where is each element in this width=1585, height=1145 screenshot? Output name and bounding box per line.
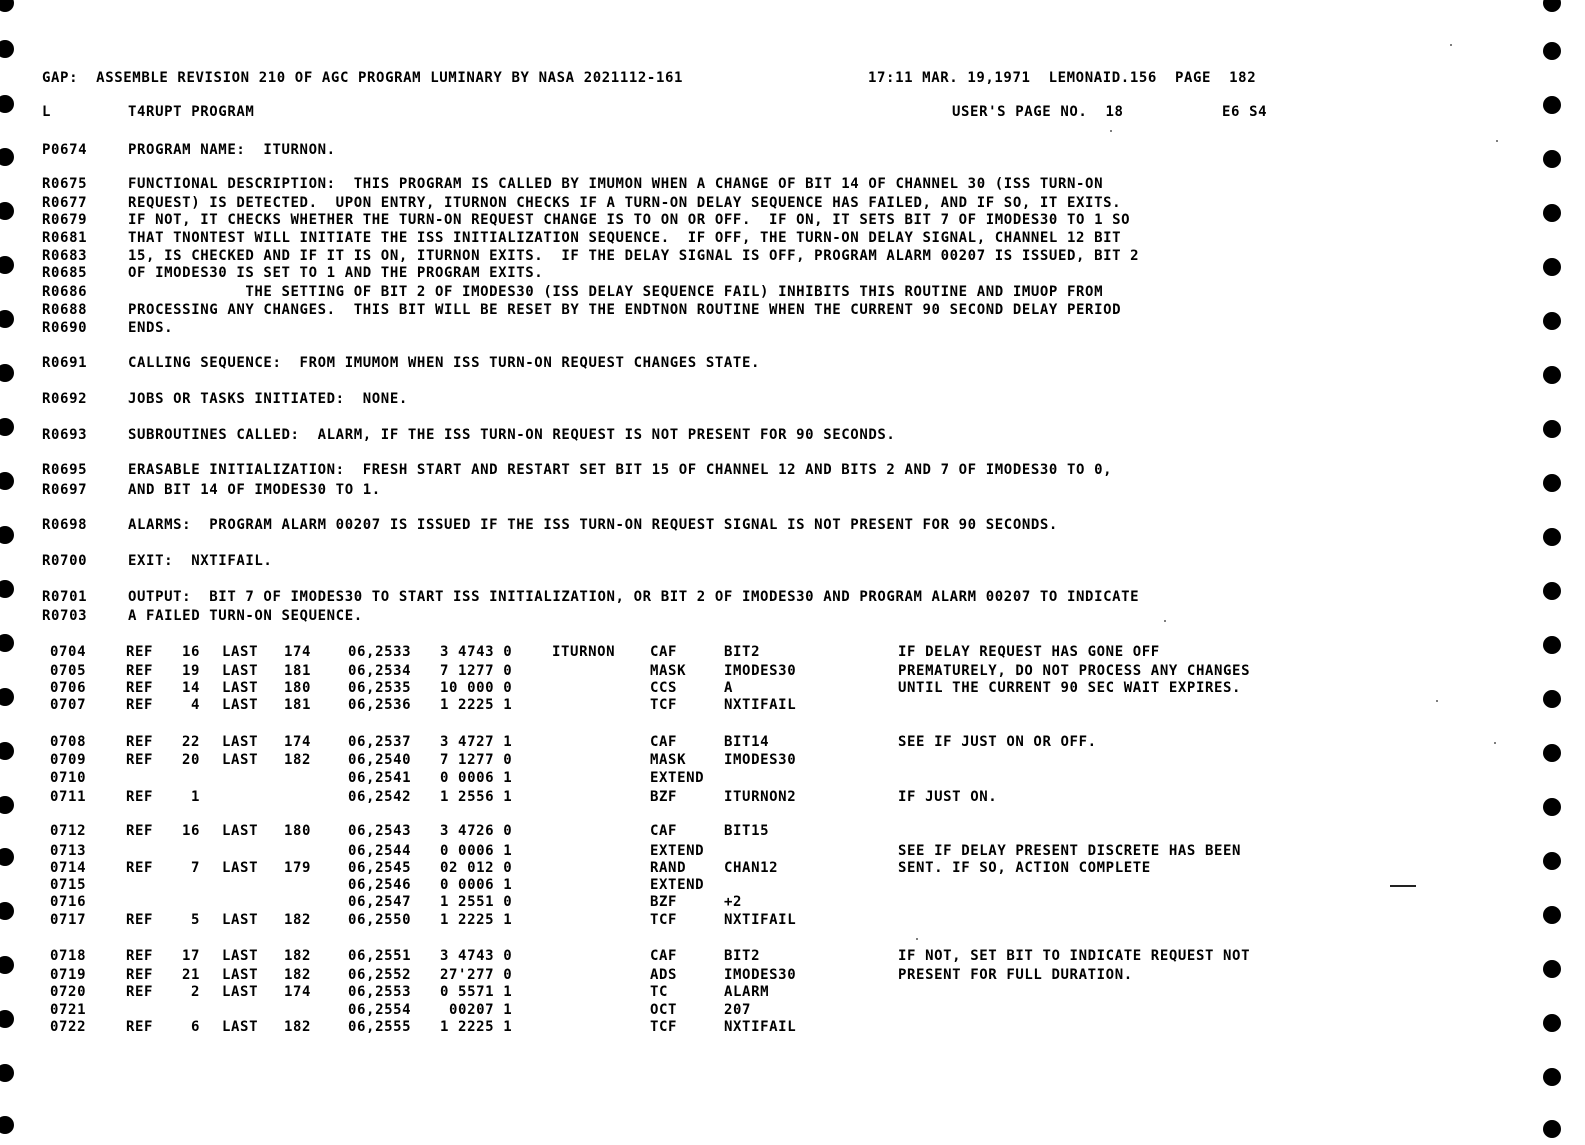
- feed-hole: [1543, 150, 1561, 168]
- feed-hole: [0, 310, 14, 328]
- feed-hole: [1543, 582, 1561, 600]
- octal-word: 1 2225 1: [440, 1019, 513, 1035]
- remark-tag: R0675: [42, 176, 88, 192]
- feed-hole: [0, 202, 14, 220]
- ref-count: 22: [181, 734, 200, 750]
- last-keyword: LAST: [222, 912, 259, 928]
- feed-hole: [0, 1064, 14, 1082]
- ref-count: 16: [181, 823, 200, 839]
- line-number: 0710: [50, 770, 87, 786]
- remark-text: PROGRAM NAME: ITURNON.: [128, 142, 336, 158]
- octal-word: 1 2225 1: [440, 912, 513, 928]
- opcode: CCS: [650, 680, 678, 696]
- octal-word: 1 2225 1: [440, 697, 513, 713]
- last-page: 181: [284, 663, 312, 679]
- ref-keyword: REF: [126, 644, 154, 660]
- last-keyword: LAST: [222, 752, 259, 768]
- opcode: CAF: [650, 823, 678, 839]
- feed-hole: [1543, 42, 1561, 60]
- feed-hole: [0, 40, 14, 58]
- opcode: EXTEND: [650, 770, 705, 786]
- feed-hole: [1543, 906, 1561, 924]
- header-user-page: USER'S PAGE NO. 18: [952, 104, 1124, 120]
- line-number: 0706: [50, 680, 87, 696]
- last-page: 174: [284, 734, 312, 750]
- last-page: 182: [284, 967, 312, 983]
- octal-word: 02 012 0: [440, 860, 513, 876]
- line-number: 0714: [50, 860, 87, 876]
- opcode: CAF: [650, 948, 678, 964]
- line-number: 0707: [50, 697, 87, 713]
- memory-address: 06,2550: [348, 912, 412, 928]
- feed-hole: [1543, 366, 1561, 384]
- octal-word: 3 4726 0: [440, 823, 513, 839]
- feed-hole: [1543, 420, 1561, 438]
- octal-word: 0 0006 1: [440, 877, 513, 893]
- print-speck: [1164, 620, 1166, 622]
- header-flag: L: [42, 104, 52, 120]
- feed-hole: [1543, 690, 1561, 708]
- last-keyword: LAST: [222, 697, 259, 713]
- line-number: 0721: [50, 1002, 87, 1018]
- feed-hole: [1543, 744, 1561, 762]
- memory-address: 06,2555: [348, 1019, 412, 1035]
- opcode: TCF: [650, 912, 678, 928]
- header-sheet: E6 S4: [1222, 104, 1268, 120]
- remark-text: THAT TNONTEST WILL INITIATE THE ISS INITIALIZATION SEQUENCE. IF OFF, THE TURN-ON DELAY SIGNAL, CHANNEL 12 BIT: [128, 230, 1122, 246]
- last-page: 174: [284, 984, 312, 1000]
- feed-hole: [1543, 960, 1561, 978]
- ref-count: 6: [190, 1019, 200, 1035]
- last-keyword: LAST: [222, 984, 259, 1000]
- remark-text: SUBROUTINES CALLED: ALARM, IF THE ISS TURN-ON REQUEST IS NOT PRESENT FOR 90 SECONDS.: [128, 427, 896, 443]
- line-number: 0719: [50, 967, 87, 983]
- operand: BIT2: [724, 948, 761, 964]
- octal-word: 0 5571 1: [440, 984, 513, 1000]
- last-keyword: LAST: [222, 860, 259, 876]
- code-comment: IF JUST ON.: [898, 789, 998, 805]
- feed-hole: [0, 0, 14, 12]
- memory-address: 06,2554: [348, 1002, 412, 1018]
- memory-address: 06,2546: [348, 877, 412, 893]
- opcode: BZF: [650, 894, 678, 910]
- last-page: 182: [284, 948, 312, 964]
- remark-tag: R0690: [42, 320, 88, 336]
- code-comment: SEE IF DELAY PRESENT DISCRETE HAS BEEN: [898, 843, 1242, 859]
- print-speck: [1494, 742, 1496, 744]
- last-keyword: LAST: [222, 663, 259, 679]
- ref-keyword: REF: [126, 1019, 154, 1035]
- feed-hole: [0, 472, 14, 490]
- opcode: MASK: [650, 752, 687, 768]
- remark-text: ERASABLE INITIALIZATION: FRESH START AND RESTART SET BIT 15 OF CHANNEL 12 AND BITS 2 AND 7 OF IMODES30 TO 0,: [128, 462, 1113, 478]
- feed-hole: [1543, 474, 1561, 492]
- feed-hole: [0, 848, 14, 866]
- last-keyword: LAST: [222, 644, 259, 660]
- feed-hole: [1543, 528, 1561, 546]
- ref-count: 21: [181, 967, 200, 983]
- remark-text: THE SETTING OF BIT 2 OF IMODES30 (ISS DELAY SEQUENCE FAIL) INHIBITS THIS ROUTINE AND IMUOP FROM: [128, 284, 1104, 300]
- memory-address: 06,2544: [348, 843, 412, 859]
- feed-hole: [1543, 96, 1561, 114]
- operand: 207: [724, 1002, 752, 1018]
- code-comment: PRESENT FOR FULL DURATION.: [898, 967, 1133, 983]
- remark-tag: R0693: [42, 427, 88, 443]
- header-timestamp-page: 17:11 MAR. 19,1971 LEMONAID.156 PAGE 182: [868, 70, 1257, 86]
- octal-word: 1 2551 0: [440, 894, 513, 910]
- feed-hole: [0, 742, 14, 760]
- remark-tag: R0698: [42, 517, 88, 533]
- remark-tag: R0683: [42, 248, 88, 264]
- remark-text: OF IMODES30 IS SET TO 1 AND THE PROGRAM EXITS.: [128, 265, 544, 281]
- feed-hole: [0, 418, 14, 436]
- last-page: 182: [284, 912, 312, 928]
- line-number: 0718: [50, 948, 87, 964]
- remark-text: PROCESSING ANY CHANGES. THIS BIT WILL BE RESET BY THE ENDTNON ROUTINE WHEN THE CURRENT 90 SECOND DELAY PERIOD: [128, 302, 1122, 318]
- ref-keyword: REF: [126, 948, 154, 964]
- feed-hole: [0, 902, 14, 920]
- last-page: 180: [284, 823, 312, 839]
- remark-tag: R0701: [42, 589, 88, 605]
- line-number: 0720: [50, 984, 87, 1000]
- remark-tag: R0681: [42, 230, 88, 246]
- last-keyword: LAST: [222, 734, 259, 750]
- remark-tag: R0697: [42, 482, 88, 498]
- print-speck: [1436, 700, 1438, 702]
- line-number: 0704: [50, 644, 87, 660]
- line-number: 0708: [50, 734, 87, 750]
- ref-keyword: REF: [126, 984, 154, 1000]
- feed-hole: [0, 95, 14, 113]
- last-keyword: LAST: [222, 948, 259, 964]
- opcode: CAF: [650, 644, 678, 660]
- opcode: CAF: [650, 734, 678, 750]
- opcode: TCF: [650, 697, 678, 713]
- remark-tag: R0692: [42, 391, 88, 407]
- line-number: 0716: [50, 894, 87, 910]
- remark-tag: R0700: [42, 553, 88, 569]
- line-number: 0715: [50, 877, 87, 893]
- last-keyword: LAST: [222, 1019, 259, 1035]
- opcode: OCT: [650, 1002, 678, 1018]
- feed-hole: [0, 796, 14, 814]
- feed-hole: [0, 956, 14, 974]
- operand: NXTIFAIL: [724, 1019, 797, 1035]
- last-page: 182: [284, 752, 312, 768]
- octal-word: 7 1277 0: [440, 663, 513, 679]
- operand: IMODES30: [724, 967, 797, 983]
- ref-count: 2: [190, 984, 200, 1000]
- memory-address: 06,2534: [348, 663, 412, 679]
- feed-hole: [0, 364, 14, 382]
- last-page: 179: [284, 860, 312, 876]
- remark-tag: R0679: [42, 212, 88, 228]
- feed-hole: [1543, 636, 1561, 654]
- ref-keyword: REF: [126, 912, 154, 928]
- last-page: 181: [284, 697, 312, 713]
- memory-address: 06,2540: [348, 752, 412, 768]
- feed-hole: [1543, 1068, 1561, 1086]
- code-comment: PREMATURELY, DO NOT PROCESS ANY CHANGES: [898, 663, 1251, 679]
- last-page: 182: [284, 1019, 312, 1035]
- feed-hole: [1543, 1014, 1561, 1032]
- ref-count: 16: [181, 644, 200, 660]
- feed-hole: [0, 1116, 14, 1134]
- ref-count: 17: [181, 948, 200, 964]
- operand: BIT15: [724, 823, 770, 839]
- ref-keyword: REF: [126, 823, 154, 839]
- remark-text: ENDS.: [128, 320, 174, 336]
- octal-word: 0 0006 1: [440, 843, 513, 859]
- ref-count: 19: [181, 663, 200, 679]
- remark-tag: R0677: [42, 195, 88, 211]
- ref-count: 7: [190, 860, 200, 876]
- operand: +2: [724, 894, 743, 910]
- remark-text: IF NOT, IT CHECKS WHETHER THE TURN-ON REQUEST CHANGE IS TO ON OR OFF. IF ON, IT SETS BIT 7 OF IMODES30 TO 1 SO: [128, 212, 1131, 228]
- last-page: 174: [284, 644, 312, 660]
- feed-hole: [0, 1010, 14, 1028]
- feed-hole: [1543, 258, 1561, 276]
- ref-keyword: REF: [126, 860, 154, 876]
- opcode: MASK: [650, 663, 687, 679]
- opcode: TCF: [650, 1019, 678, 1035]
- opcode: EXTEND: [650, 877, 705, 893]
- last-keyword: LAST: [222, 680, 259, 696]
- operand: ALARM: [724, 984, 770, 1000]
- memory-address: 06,2535: [348, 680, 412, 696]
- memory-address: 06,2547: [348, 894, 412, 910]
- ref-count: 14: [181, 680, 200, 696]
- memory-address: 06,2545: [348, 860, 412, 876]
- ref-count: 4: [190, 697, 200, 713]
- line-number: 0713: [50, 843, 87, 859]
- ref-count: 1: [190, 789, 200, 805]
- feed-hole: [1543, 0, 1561, 12]
- feed-hole: [1543, 312, 1561, 330]
- remark-text: AND BIT 14 OF IMODES30 TO 1.: [128, 482, 381, 498]
- code-comment: IF DELAY REQUEST HAS GONE OFF: [898, 644, 1160, 660]
- remark-tag: R0695: [42, 462, 88, 478]
- header-assembly-info: GAP: ASSEMBLE REVISION 210 OF AGC PROGRAM LUMINARY BY NASA 2021112-161: [42, 70, 684, 86]
- feed-hole: [0, 688, 14, 706]
- last-keyword: LAST: [222, 967, 259, 983]
- octal-word: 0 0006 1: [440, 770, 513, 786]
- remark-text: JOBS OR TASKS INITIATED: NONE.: [128, 391, 408, 407]
- octal-word: 10 000 0: [440, 680, 513, 696]
- memory-address: 06,2537: [348, 734, 412, 750]
- ref-keyword: REF: [126, 734, 154, 750]
- ref-keyword: REF: [126, 680, 154, 696]
- last-page: 180: [284, 680, 312, 696]
- remark-text: A FAILED TURN-ON SEQUENCE.: [128, 608, 363, 624]
- feed-hole: [0, 634, 14, 652]
- print-speck: [1496, 140, 1498, 142]
- remark-tag: R0691: [42, 355, 88, 371]
- octal-word: 00207 1: [440, 1002, 513, 1018]
- line-number: 0712: [50, 823, 87, 839]
- octal-word: 3 4727 1: [440, 734, 513, 750]
- print-mark: [1390, 885, 1416, 887]
- operand: NXTIFAIL: [724, 912, 797, 928]
- operand: NXTIFAIL: [724, 697, 797, 713]
- octal-word: 27'277 0: [440, 967, 513, 983]
- line-number: 0722: [50, 1019, 87, 1035]
- memory-address: 06,2533: [348, 644, 412, 660]
- remark-tag: P0674: [42, 142, 88, 158]
- code-comment: SENT. IF SO, ACTION COMPLETE: [898, 860, 1151, 876]
- remark-text: 15, IS CHECKED AND IF IT IS ON, ITURNON EXITS. IF THE DELAY SIGNAL IS OFF, PROGRAM ALARM 00207 IS ISSUED, BIT 2: [128, 248, 1140, 264]
- ref-count: 5: [190, 912, 200, 928]
- memory-address: 06,2536: [348, 697, 412, 713]
- print-speck: [916, 938, 918, 940]
- feed-hole: [0, 580, 14, 598]
- operand: IMODES30: [724, 663, 797, 679]
- memory-address: 06,2542: [348, 789, 412, 805]
- feed-hole: [0, 148, 14, 166]
- code-comment: IF NOT, SET BIT TO INDICATE REQUEST NOT: [898, 948, 1251, 964]
- code-comment: SEE IF JUST ON OR OFF.: [898, 734, 1097, 750]
- octal-word: 1 2556 1: [440, 789, 513, 805]
- operand: BIT14: [724, 734, 770, 750]
- operand: A: [724, 680, 734, 696]
- remark-tag: R0686: [42, 284, 88, 300]
- line-number: 0705: [50, 663, 87, 679]
- memory-address: 06,2543: [348, 823, 412, 839]
- feed-hole: [0, 526, 14, 544]
- opcode: RAND: [650, 860, 687, 876]
- opcode: EXTEND: [650, 843, 705, 859]
- remark-tag: R0703: [42, 608, 88, 624]
- code-comment: UNTIL THE CURRENT 90 SEC WAIT EXPIRES.: [898, 680, 1242, 696]
- opcode: ADS: [650, 967, 678, 983]
- remark-text: EXIT: NXTIFAIL.: [128, 553, 273, 569]
- operand: IMODES30: [724, 752, 797, 768]
- code-label: ITURNON: [552, 644, 616, 660]
- ref-keyword: REF: [126, 967, 154, 983]
- feed-hole: [0, 256, 14, 274]
- line-number: 0717: [50, 912, 87, 928]
- remark-text: CALLING SEQUENCE: FROM IMUMOM WHEN ISS TURN-ON REQUEST CHANGES STATE.: [128, 355, 761, 371]
- ref-count: 20: [181, 752, 200, 768]
- operand: ITURNON2: [724, 789, 797, 805]
- opcode: BZF: [650, 789, 678, 805]
- operand: BIT2: [724, 644, 761, 660]
- ref-keyword: REF: [126, 752, 154, 768]
- print-speck: [1110, 130, 1112, 132]
- memory-address: 06,2553: [348, 984, 412, 1000]
- line-number: 0711: [50, 789, 87, 805]
- ref-keyword: REF: [126, 789, 154, 805]
- feed-hole: [1543, 204, 1561, 222]
- line-number: 0709: [50, 752, 87, 768]
- octal-word: 3 4743 0: [440, 644, 513, 660]
- header-program-title: T4RUPT PROGRAM: [128, 104, 255, 120]
- opcode: TC: [650, 984, 669, 1000]
- memory-address: 06,2552: [348, 967, 412, 983]
- remark-text: FUNCTIONAL DESCRIPTION: THIS PROGRAM IS CALLED BY IMUMON WHEN A CHANGE OF BIT 14 OF CHANNEL 30 (ISS TURN-ON: [128, 176, 1104, 192]
- feed-hole: [1543, 798, 1561, 816]
- operand: CHAN12: [724, 860, 779, 876]
- print-speck: [1450, 44, 1452, 46]
- feed-hole: [1543, 852, 1561, 870]
- ref-keyword: REF: [126, 697, 154, 713]
- remark-text: ALARMS: PROGRAM ALARM 00207 IS ISSUED IF THE ISS TURN-ON REQUEST SIGNAL IS NOT PRESENT FOR 90 SECONDS.: [128, 517, 1058, 533]
- remark-text: OUTPUT: BIT 7 OF IMODES30 TO START ISS INITIALIZATION, OR BIT 2 OF IMODES30 AND PROGRAM ALARM 00207 TO INDICATE: [128, 589, 1140, 605]
- memory-address: 06,2541: [348, 770, 412, 786]
- remark-tag: R0685: [42, 265, 88, 281]
- memory-address: 06,2551: [348, 948, 412, 964]
- feed-hole: [1543, 1120, 1561, 1138]
- last-keyword: LAST: [222, 823, 259, 839]
- remark-tag: R0688: [42, 302, 88, 318]
- octal-word: 3 4743 0: [440, 948, 513, 964]
- ref-keyword: REF: [126, 663, 154, 679]
- octal-word: 7 1277 0: [440, 752, 513, 768]
- remark-text: REQUEST) IS DETECTED. UPON ENTRY, ITURNON CHECKS IF A TURN-ON DELAY SEQUENCE HAS FAILED, AND IF SO, IT EXITS.: [128, 195, 1122, 211]
